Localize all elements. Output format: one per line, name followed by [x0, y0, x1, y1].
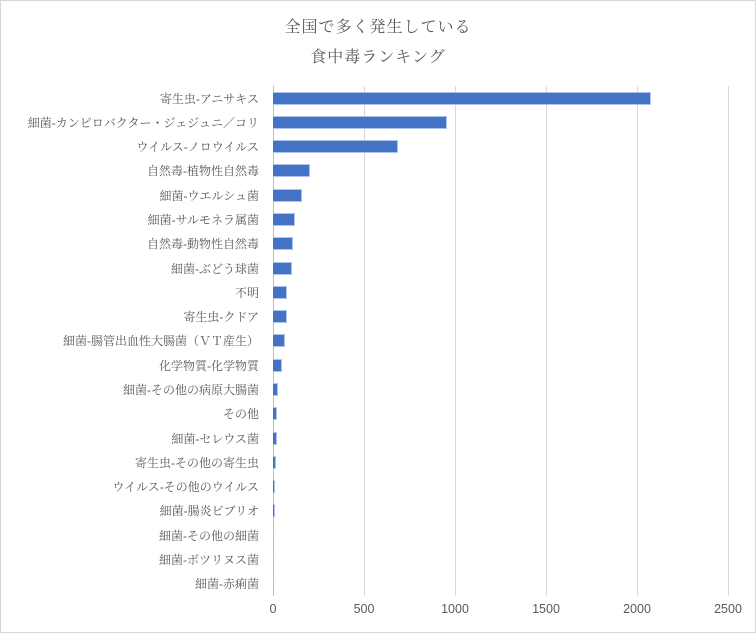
category-label: 寄生虫-アニサキス — [159, 91, 259, 106]
bar-row — [273, 499, 728, 523]
bar — [273, 213, 295, 226]
x-tick-label: 2000 — [623, 602, 651, 616]
bar-row — [273, 256, 728, 280]
x-tick-label: 1000 — [441, 602, 469, 616]
bar — [273, 432, 277, 445]
bar — [273, 262, 292, 275]
bar-row — [273, 86, 728, 110]
bar — [273, 480, 275, 493]
bar-row — [273, 450, 728, 474]
bar-row — [273, 547, 728, 571]
bar — [273, 577, 274, 590]
plot-area — [273, 86, 728, 596]
bar — [273, 164, 310, 177]
bar-row — [273, 135, 728, 159]
x-tick-label: 2500 — [714, 602, 742, 616]
category-label: 細菌-腸炎ビブリオ — [159, 504, 259, 519]
gridline — [728, 86, 729, 596]
category-label: 細菌-赤痢菌 — [195, 577, 259, 592]
bar — [273, 286, 287, 299]
category-label: その他 — [222, 407, 259, 422]
bar — [273, 92, 651, 105]
bar — [273, 334, 285, 347]
bar-row — [273, 110, 728, 134]
bar-row — [273, 183, 728, 207]
category-label: 寄生虫-クドア — [183, 310, 259, 325]
x-tick-label: 500 — [353, 602, 375, 616]
category-label: 不明 — [234, 285, 259, 300]
category-label: 寄生虫-その他の寄生虫 — [135, 455, 259, 470]
bar-row — [273, 353, 728, 377]
category-label: 化学物質-化学物質 — [159, 358, 259, 373]
bar-row — [273, 523, 728, 547]
bar-row — [273, 402, 728, 426]
category-label: 細菌-ウエルシュ菌 — [159, 188, 259, 203]
chart-title-line2: 食中毒ランキング — [310, 49, 446, 66]
bar — [273, 359, 282, 372]
category-label: 細菌-カンピロバクター・ジェジュニ／コリ — [27, 115, 259, 130]
category-axis-labels — [1, 86, 266, 596]
x-tick-label: 0 — [269, 602, 277, 616]
bar — [273, 529, 274, 542]
bar — [273, 383, 278, 396]
bar-row — [273, 572, 728, 596]
bar — [273, 504, 275, 517]
bar-row — [273, 232, 728, 256]
bar — [273, 237, 293, 250]
bar-row — [273, 207, 728, 231]
category-label: 自然毒-植物性自然毒 — [147, 164, 259, 179]
bar-row — [273, 159, 728, 183]
category-label: ウイルス-その他のウイルス — [112, 480, 259, 495]
bar — [273, 116, 447, 129]
category-label: 細菌-セレウス菌 — [171, 431, 259, 446]
x-tick-label: 1500 — [532, 602, 560, 616]
category-label: 細菌-腸管出血性大腸菌（ＶＴ産生） — [63, 334, 259, 349]
bar — [273, 140, 398, 153]
category-label: 細菌-その他の細菌 — [159, 528, 259, 543]
chart-title-line1: 全国で多く発生している — [284, 19, 472, 36]
bar — [273, 553, 274, 566]
category-label: 自然毒-動物性自然毒 — [147, 237, 259, 252]
value-axis-labels — [269, 602, 742, 622]
bar — [273, 456, 276, 469]
bar — [273, 310, 287, 323]
category-label: 細菌-その他の病原大腸菌 — [123, 383, 259, 398]
bar-row — [273, 377, 728, 401]
bar-row — [273, 280, 728, 304]
bar — [273, 407, 277, 420]
chart-title — [1, 13, 755, 73]
bar-row — [273, 426, 728, 450]
category-label: 細菌-サルモネラ属菌 — [147, 213, 259, 228]
bar — [273, 189, 302, 202]
bar-row — [273, 329, 728, 353]
bar-row — [273, 475, 728, 499]
bar-row — [273, 305, 728, 329]
category-label: ウイルス-ノロウイルス — [136, 140, 259, 155]
category-label: 細菌-ボツリヌス菌 — [159, 553, 259, 568]
category-label: 細菌-ぶどう球菌 — [171, 261, 259, 276]
